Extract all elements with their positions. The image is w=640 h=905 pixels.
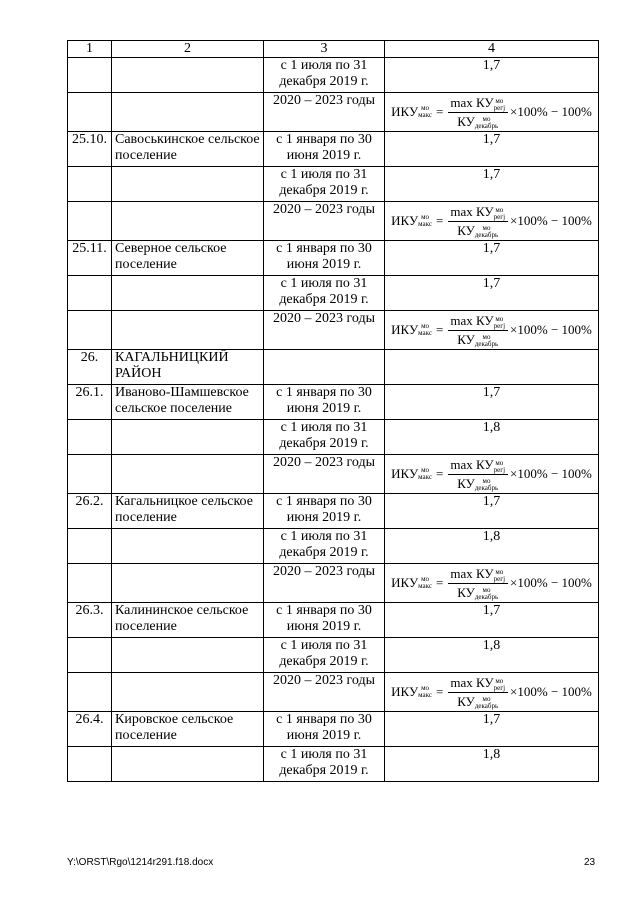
settlement-name-cell — [112, 529, 264, 564]
settlement-name-cell: Кагальницкое сельское поселение — [112, 494, 264, 529]
settlement-name-cell: Иваново-Шамшевское сельское поселение — [112, 385, 264, 420]
period-cell: с 1 июля по 31 декабря 2019 г. — [264, 276, 385, 311]
value-cell: 1,7 — [385, 712, 599, 747]
formula-fraction — [448, 565, 508, 600]
formula-iku: ИКУ — [391, 684, 419, 699]
formula-max: max — [450, 457, 473, 473]
table-row — [68, 494, 599, 529]
settlement-name-cell — [112, 638, 264, 673]
formula-max: max — [450, 313, 473, 329]
formula-equals: = — [435, 575, 444, 590]
formula-cell — [385, 564, 599, 603]
row-number-cell — [68, 529, 112, 564]
settlement-name-cell: КАГАЛЬНИЦКИЙ РАЙОН — [112, 350, 264, 385]
period-cell: с 1 июля по 31 декабря 2019 г. — [264, 167, 385, 202]
formula-ku: КУ — [475, 95, 494, 111]
formula-sub: декабрь — [474, 339, 499, 348]
table-row — [68, 712, 599, 747]
formula-sup: мо — [421, 104, 430, 112]
period-cell: с 1 января по 30 июня 2019 г. — [264, 494, 385, 529]
row-number-cell — [68, 638, 112, 673]
period-cell: с 1 января по 30 июня 2019 г. — [264, 385, 385, 420]
value-cell: 1,8 — [385, 747, 599, 782]
formula-fraction — [448, 94, 508, 129]
formula-sub: макс — [418, 329, 432, 337]
period-cell: 2020 – 2023 годы — [264, 93, 385, 132]
period-cell: с 1 июля по 31 декабря 2019 г. — [264, 58, 385, 93]
formula-sup: мо — [495, 567, 504, 576]
settlement-name-cell: Северное сельское поселение — [112, 241, 264, 276]
formula-tail: ×100% − 100% — [510, 104, 592, 119]
value-cell: 1,7 — [385, 494, 599, 529]
formula-sub: регj — [493, 574, 506, 583]
period-cell: 2020 – 2023 годы — [264, 564, 385, 603]
formula-ku: КУ — [475, 204, 494, 220]
table-row — [68, 202, 599, 241]
formula-sub: декабрь — [474, 121, 499, 130]
settlement-name-cell — [112, 167, 264, 202]
formula-sub: регj — [493, 212, 506, 221]
table-row — [68, 455, 599, 494]
formula-sup: мо — [495, 676, 504, 685]
formula-iku: ИКУ — [391, 466, 419, 481]
row-number-cell — [68, 167, 112, 202]
period-cell: 2020 – 2023 годы — [264, 311, 385, 350]
table-row — [68, 603, 599, 638]
table-row — [68, 747, 599, 782]
row-number-cell: 25.10. — [68, 132, 112, 167]
formula-max: max — [450, 675, 473, 691]
formula-sup: мо — [482, 332, 491, 341]
formula-sub: макс — [418, 582, 432, 590]
footer-file-path: Y:\ORST\Rgo\1214r291.f18.docx — [67, 857, 214, 868]
value-cell: 1,7 — [385, 603, 599, 638]
row-number-cell: 26.2. — [68, 494, 112, 529]
formula-max: max — [450, 566, 473, 582]
table-row — [68, 132, 599, 167]
formula-sup: мо — [421, 684, 430, 692]
settlement-name-cell — [112, 673, 264, 712]
period-cell: с 1 января по 30 июня 2019 г. — [264, 712, 385, 747]
value-cell: 1,8 — [385, 529, 599, 564]
formula-sub: макс — [418, 111, 432, 119]
period-cell: с 1 января по 30 июня 2019 г. — [264, 603, 385, 638]
settlement-name-cell — [112, 276, 264, 311]
formula-ku: КУ — [457, 475, 475, 491]
value-cell: 1,8 — [385, 420, 599, 455]
formula-ku: КУ — [457, 584, 475, 600]
period-cell: с 1 июля по 31 декабря 2019 г. — [264, 420, 385, 455]
value-cell — [385, 350, 599, 385]
formula-cell — [385, 455, 599, 494]
period-cell: с 1 июля по 31 декабря 2019 г. — [264, 747, 385, 782]
formula-tail: ×100% − 100% — [510, 466, 592, 481]
period-cell: 2020 – 2023 годы — [264, 673, 385, 712]
formula-sub: декабрь — [474, 592, 499, 601]
settlement-name-cell: Кировское сельское поселение — [112, 712, 264, 747]
formula-sup: мо — [495, 458, 504, 467]
settlement-name-cell — [112, 420, 264, 455]
formula-sup: мо — [482, 114, 491, 123]
formula-cell — [385, 202, 599, 241]
period-cell: с 1 января по 30 июня 2019 г. — [264, 132, 385, 167]
row-number-cell: 25.11. — [68, 241, 112, 276]
formula-sup: мо — [482, 223, 491, 232]
row-number-cell — [68, 202, 112, 241]
formula-equals: = — [435, 322, 444, 337]
formula-fraction — [448, 456, 508, 491]
value-cell: 1,7 — [385, 132, 599, 167]
table-row — [68, 638, 599, 673]
formula-sup: мо — [421, 213, 430, 221]
formula-equals: = — [435, 104, 444, 119]
settlement-name-cell — [112, 93, 264, 132]
settlement-name-cell: Савоськинское сельское поселение — [112, 132, 264, 167]
period-cell: с 1 июля по 31 декабря 2019 г. — [264, 638, 385, 673]
formula-sub: регj — [493, 321, 506, 330]
formula-iku: ИКУ — [391, 322, 419, 337]
value-cell: 1,7 — [385, 167, 599, 202]
formula-sup: мо — [495, 205, 504, 214]
settlement-name-cell — [112, 747, 264, 782]
row-number-cell — [68, 93, 112, 132]
period-cell: с 1 января по 30 июня 2019 г. — [264, 241, 385, 276]
formula-fraction — [448, 312, 508, 347]
formula-sub: макс — [418, 473, 432, 481]
index-formula — [385, 673, 598, 711]
formula-iku: ИКУ — [391, 104, 419, 119]
formula-sub: макс — [418, 691, 432, 699]
period-cell: 2020 – 2023 годы — [264, 202, 385, 241]
formula-max: max — [450, 95, 473, 111]
index-formula — [385, 93, 598, 131]
row-number-cell — [68, 58, 112, 93]
settlement-name-cell — [112, 58, 264, 93]
formula-tail: ×100% − 100% — [510, 213, 592, 228]
formula-ku: КУ — [457, 331, 475, 347]
table-row — [68, 241, 599, 276]
formula-sup: мо — [421, 466, 430, 474]
formula-tail: ×100% − 100% — [510, 322, 592, 337]
formula-cell — [385, 93, 599, 132]
formula-ku: КУ — [475, 566, 494, 582]
formula-sub: декабрь — [474, 701, 499, 710]
table-row — [68, 673, 599, 712]
formula-sup: мо — [495, 314, 504, 323]
formula-sub: декабрь — [474, 483, 499, 492]
settlement-name-cell: Калининское сельское поселение — [112, 603, 264, 638]
settlement-name-cell — [112, 311, 264, 350]
formula-equals: = — [435, 684, 444, 699]
formula-cell — [385, 673, 599, 712]
index-formula — [385, 455, 598, 493]
formula-max: max — [450, 204, 473, 220]
formula-iku: ИКУ — [391, 213, 419, 228]
row-number-cell: 26.1. — [68, 385, 112, 420]
header-cell: 4 — [385, 41, 599, 58]
table-row — [68, 529, 599, 564]
table-row — [68, 276, 599, 311]
index-formula — [385, 311, 598, 349]
formula-ku: КУ — [475, 675, 494, 691]
row-number-cell — [68, 564, 112, 603]
formula-ku: КУ — [457, 113, 475, 129]
index-formula — [385, 202, 598, 240]
header-cell: 1 — [68, 41, 112, 58]
formula-cell — [385, 311, 599, 350]
table-row — [68, 167, 599, 202]
formula-ku: КУ — [475, 313, 494, 329]
table-row — [68, 311, 599, 350]
period-cell — [264, 350, 385, 385]
value-cell: 1,7 — [385, 385, 599, 420]
formula-tail: ×100% − 100% — [510, 684, 592, 699]
value-cell: 1,7 — [385, 241, 599, 276]
formula-sup: мо — [421, 322, 430, 330]
settlement-name-cell — [112, 455, 264, 494]
table-row — [68, 564, 599, 603]
footer-page-number: 23 — [584, 857, 596, 868]
formula-sup: мо — [421, 575, 430, 583]
table-row — [68, 58, 599, 93]
formula-sub: регj — [493, 683, 506, 692]
row-number-cell: 26. — [68, 350, 112, 385]
period-cell: 2020 – 2023 годы — [264, 455, 385, 494]
formula-tail: ×100% − 100% — [510, 575, 592, 590]
formula-iku: ИКУ — [391, 575, 419, 590]
value-cell: 1,7 — [385, 276, 599, 311]
header-cell: 3 — [264, 41, 385, 58]
formula-ku: КУ — [457, 222, 475, 238]
formula-equals: = — [435, 213, 444, 228]
formula-sup: мо — [482, 694, 491, 703]
row-number-cell: 26.4. — [68, 712, 112, 747]
formula-sup: мо — [482, 585, 491, 594]
formula-sup: мо — [482, 476, 491, 485]
row-number-cell — [68, 420, 112, 455]
table-row — [68, 93, 599, 132]
row-number-cell: 26.3. — [68, 603, 112, 638]
formula-sup: мо — [495, 96, 504, 105]
table-row — [68, 385, 599, 420]
formula-sub: регj — [493, 465, 506, 474]
table-row — [68, 350, 599, 385]
row-number-cell — [68, 455, 112, 494]
formula-ku: КУ — [475, 457, 494, 473]
value-cell: 1,7 — [385, 58, 599, 93]
row-number-cell — [68, 276, 112, 311]
tariff-table — [67, 40, 599, 782]
header-row — [68, 41, 599, 58]
formula-sub: регj — [493, 103, 506, 112]
row-number-cell — [68, 747, 112, 782]
formula-sub: декабрь — [474, 230, 499, 239]
row-number-cell — [68, 673, 112, 712]
formula-equals: = — [435, 466, 444, 481]
formula-fraction — [448, 203, 508, 238]
settlement-name-cell — [112, 564, 264, 603]
header-cell: 2 — [112, 41, 264, 58]
formula-sub: макс — [418, 220, 432, 228]
formula-ku: КУ — [457, 693, 475, 709]
row-number-cell — [68, 311, 112, 350]
index-formula — [385, 564, 598, 602]
period-cell: с 1 июля по 31 декабря 2019 г. — [264, 529, 385, 564]
formula-fraction — [448, 674, 508, 709]
table-row — [68, 420, 599, 455]
value-cell: 1,8 — [385, 638, 599, 673]
settlement-name-cell — [112, 202, 264, 241]
